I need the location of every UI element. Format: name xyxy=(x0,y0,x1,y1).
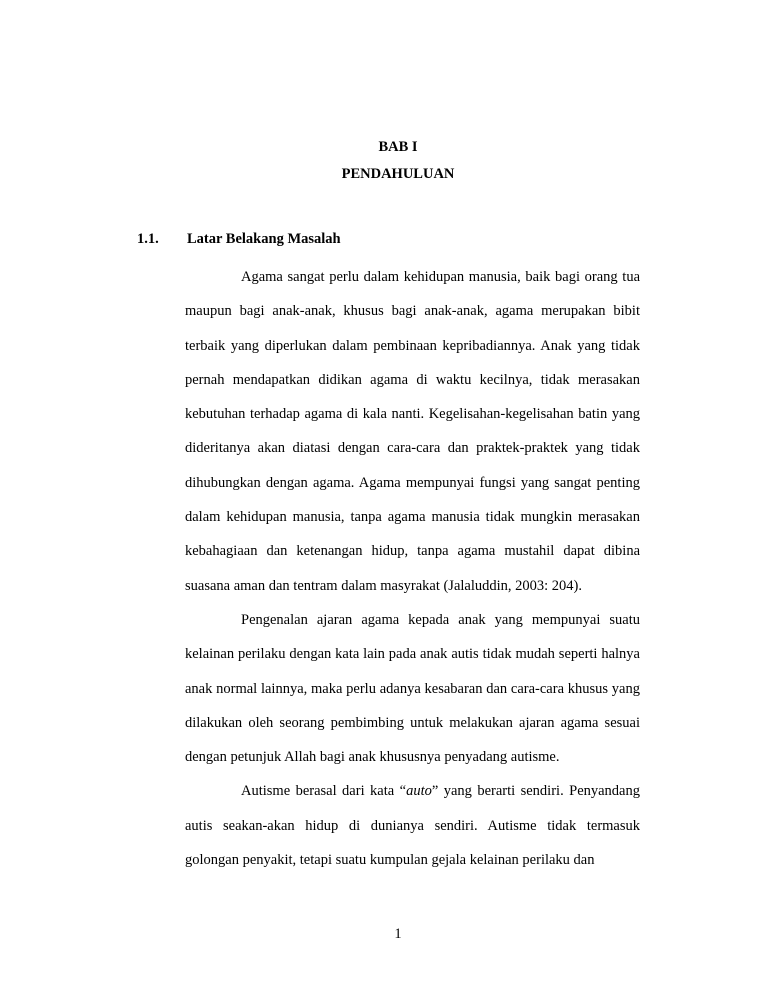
section-title: Latar Belakang Masalah xyxy=(187,231,341,247)
body-text xyxy=(185,260,640,877)
italic-term: auto xyxy=(406,783,432,800)
paragraph xyxy=(185,774,640,877)
chapter-number: BAB I xyxy=(378,139,418,155)
paragraph-text: ” yang berarti sendiri. Penyandang autis seakan-akan hidup di dunianya sendiri. Autisme tidak termasuk golongan penyakit, tetapi suatu kumpulan gejala kelainan perilaku dan xyxy=(185,783,640,869)
paragraph: Agama sangat perlu dalam kehidupan manusia, baik bagi orang tua maupun bagi anak-anak, khusus bagi anak-anak, agama merupakan bibit terbaik yang diperlukan dalam pembinaan kepribadiannya. Anak yang tidak pernah mendapatkan didikan agama di waktu kecilnya, tidak merasakan kebutuhan terhadap agama di kala nanti. Kegelisahan-kegelisahan batin yang dideritanya akan diatasi dengan cara-cara dan praktek-praktek yang tidak dihubungkan dengan agama. Agama mempunyai fungsi yang sangat penting dalam kehidupan manusia, tanpa agama manusia tidak mungkin merasakan kebahagiaan dan ketenangan hidup, tanpa agama mustahil dapat dibina suasana aman dan tentram dalam masyrakat (Jalaluddin, 2003: 204). xyxy=(185,269,640,594)
paragraph-text: Autisme berasal dari kata “ xyxy=(241,783,407,800)
page-number: 1 xyxy=(394,926,402,942)
paragraph: Pengenalan ajaran agama kepada anak yang mempunyai suatu kelainan perilaku dengan kata lain pada anak autis tidak mudah seperti halnya anak normal lainnya, maka perlu adanya kesabaran dan cara-cara khusus yang dilakukan oleh seorang pembimbing untuk melakukan ajaran agama sesuai dengan petunjuk Allah bagi anak khususnya penyadang autisme. xyxy=(185,611,640,766)
section-number: 1.1. xyxy=(137,231,159,247)
section-heading xyxy=(137,229,341,249)
chapter-title: PENDAHULUAN xyxy=(341,166,455,182)
